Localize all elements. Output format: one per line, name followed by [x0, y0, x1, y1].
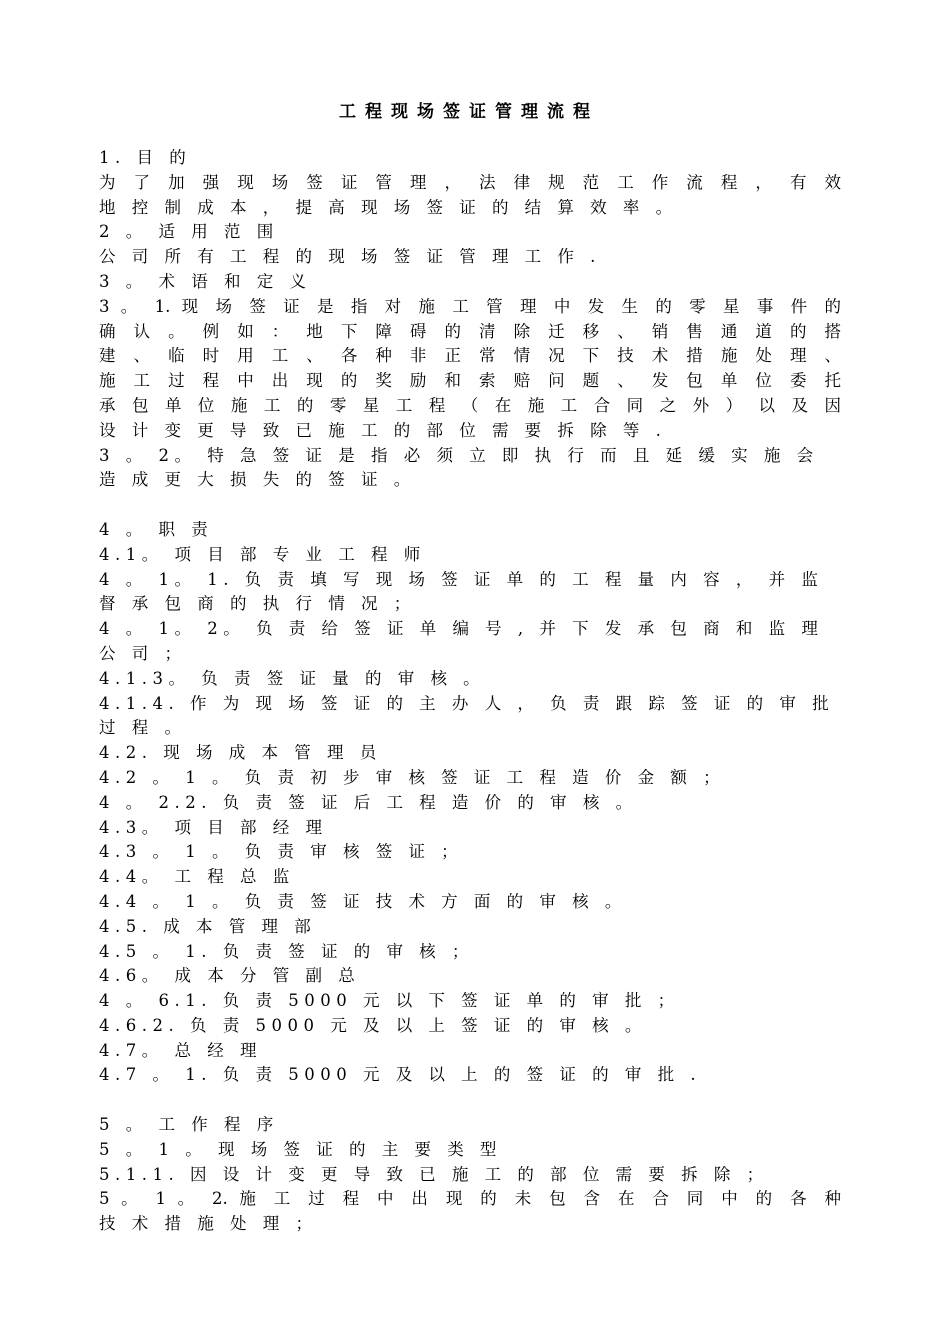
document-line: 4.6。 成 本 分 管 副 总 [99, 966, 361, 986]
document-line: 4.2 。 1 。 负 责 初 步 审 核 签 证 工 程 造 价 金 额 ； [99, 767, 726, 787]
document-line: 4.1。 项 目 部 专 业 工 程 师 [99, 544, 426, 564]
document-line: 3 。 术 语 和 定 义 [99, 271, 312, 291]
document-line: 建 、 临 时 用 工 、 各 种 非 正 常 情 况 下 技 术 措 施 处 理 、 [99, 346, 841, 366]
document-line: 4 。 6.1. 负 责 5000 元 以 下 签 证 单 的 审 批 ； [99, 991, 680, 1011]
document-line: 1. 目 的 [99, 148, 192, 167]
document-line: 3 。 2。 特 急 签 证 是 指 必 须 立 即 执 行 而 且 延 缓 实 施 会 [99, 445, 819, 465]
document-line: 4.7 。 1. 负 责 5000 元 及 以 上 的 签 证 的 审 批 . [99, 1065, 702, 1085]
document-line: 5 。 工 作 程 序 [99, 1115, 279, 1135]
document-line: 5 。 1 。 2. 施 工 过 程 中 出 现 的 未 包 含 在 合 同 中 的 各 种 [99, 1189, 841, 1209]
document-line: 4 。 1。 1. 负 责 填 写 现 场 签 证 单 的 工 程 量 内 容 ， 并 监 [99, 569, 824, 589]
document-line: 4.3 。 1 。 负 责 审 核 签 证 ； [99, 842, 464, 862]
document-line: 4.3。 项 目 部 经 理 [99, 817, 328, 837]
document-line: 4.1.4. 作 为 现 场 签 证 的 主 办 人 ， 负 责 跟 踪 签 证 的 审 批 [99, 693, 835, 713]
document-line: 4.5 。 1. 负 责 签 证 的 审 核 ； [99, 941, 474, 961]
document-line: 2 。 适 用 范 围 [99, 222, 279, 242]
document-line: 4 。 1。 2。 负 责 给 签 证 单 编 号 , 并 下 发 承 包 商 和 监 理 [99, 619, 824, 639]
document-line: 4.5. 成 本 管 理 部 [99, 916, 317, 936]
document-line: 4.4。 工 程 总 监 [99, 867, 295, 887]
document-title: 工程现场签证管理流程 [339, 102, 599, 122]
document-line: 承 包 单 位 施 工 的 零 星 工 程 （ 在 施 工 合 同 之 外 ） 以 及 因 [99, 395, 841, 415]
document-line: 为 了 加 强 现 场 签 证 管 理 ， 法 律 规 范 工 作 流 程 ， 有 效 [99, 172, 841, 192]
document-line: 确 认 。 例 如 ： 地 下 障 碍 的 清 除 迁 移 、 销 售 通 道 的 搭 [99, 321, 841, 341]
document-line: 4.4 。 1 。 负 责 签 证 技 术 方 面 的 审 核 。 [99, 891, 627, 911]
document-line: 施 工 过 程 中 出 现 的 奖 励 和 索 赔 问 题 、 发 包 单 位 委 托 [99, 371, 841, 391]
blank-line [99, 493, 841, 518]
document-line: 公 司 ； [99, 643, 187, 663]
document-line: 公 司 所 有 工 程 的 现 场 签 证 管 理 工 作 . [99, 247, 601, 267]
document-line: 造 成 更 大 损 失 的 签 证 。 [99, 470, 416, 490]
document-line: 督 承 包 商 的 执 行 情 况 ； [99, 594, 416, 614]
document-line: 设 计 变 更 导 致 已 施 工 的 部 位 需 要 拆 除 等 . [99, 420, 667, 440]
document-line: 技 术 措 施 处 理 ； [99, 1214, 318, 1234]
document-line: 4 。 职 责 [99, 519, 214, 539]
document-line: 4.6.2. 负 责 5000 元 及 以 上 签 证 的 审 核 。 [99, 1015, 647, 1035]
document-line: 3 。 1. 现 场 签 证 是 指 对 施 工 管 理 中 发 生 的 零 星 事 件 的 [99, 296, 841, 316]
blank-line [99, 1088, 841, 1113]
document-line: 4 。 2.2. 负 责 签 证 后 工 程 造 价 的 审 核 。 [99, 792, 638, 812]
document-line: 4.7。 总 经 理 [99, 1040, 262, 1060]
document-line: 4.2. 现 场 成 本 管 理 员 [99, 743, 382, 763]
document-line: 地 控 制 成 本 ， 提 高 现 场 签 证 的 结 算 效 率 。 [99, 197, 678, 217]
document-line: 5 。 1 。 现 场 签 证 的 主 要 类 型 [99, 1139, 502, 1159]
document-line: 5.1.1. 因 设 计 变 更 导 致 已 施 工 的 部 位 需 要 拆 除 ； [99, 1164, 769, 1184]
document-body [99, 146, 841, 1237]
document-line: 过 程 。 [99, 718, 187, 738]
document-line: 4.1.3。 负 责 签 证 量 的 审 核 。 [99, 668, 486, 688]
